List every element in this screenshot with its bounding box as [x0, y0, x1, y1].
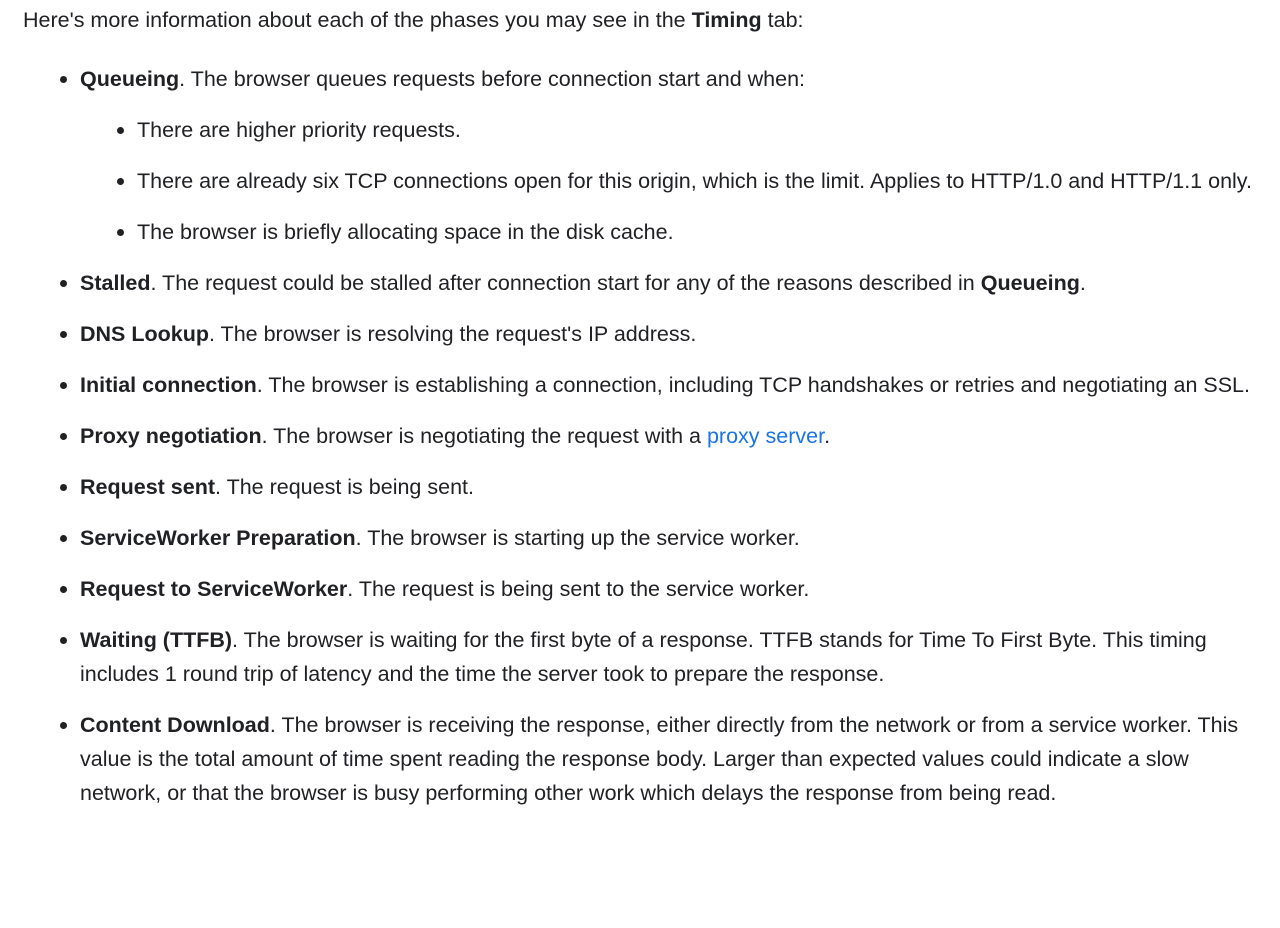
- phase-description: . The browser is establishing a connection, including TCP handshakes or retries and negotiating an SSL.: [256, 373, 1250, 397]
- queueing-reason-item: The browser is briefly allocating space in the disk cache.: [80, 215, 1256, 249]
- phase-term: Queueing: [80, 67, 180, 91]
- phase-term: Waiting (TTFB): [80, 628, 233, 652]
- phase-description: . The request could be stalled after connection start for any of the reasons described in: [150, 271, 981, 295]
- phase-term: Stalled: [80, 271, 151, 295]
- proxy-server-link[interactable]: proxy server: [706, 424, 825, 448]
- phase-description: . The browser is resolving the request's IP address.: [209, 322, 697, 346]
- phase-item-serviceworker-preparation: [23, 521, 1256, 555]
- phase-item-initial-connection: [23, 368, 1256, 402]
- intro-text-end: tab:: [761, 8, 804, 32]
- intro-text: Here's more information about each of the phases you may see in the: [23, 8, 692, 32]
- phase-item-queueing: [23, 62, 1256, 249]
- queueing-reason-item: There are higher priority requests.: [80, 113, 1256, 147]
- phase-item-proxy-negotiation: [23, 419, 1256, 453]
- phase-description: . The browser queues requests before connection start and when:: [179, 67, 806, 91]
- phase-description: . The request is being sent.: [215, 475, 474, 499]
- queueing-reason-item: There are already six TCP connections open for this origin, which is the limit. Applies to HTTP/1.0 and HTTP/1.1 only.: [80, 164, 1256, 198]
- phase-item-waiting-ttfb: [23, 623, 1256, 691]
- phase-term: Initial connection: [80, 373, 257, 397]
- phase-term: Proxy negotiation: [80, 424, 262, 448]
- phase-description: . The browser is starting up the service worker.: [355, 526, 800, 550]
- phase-description: . The browser is waiting for the first byte of a response. TTFB stands for Time To First Byte. This timing includes 1 round trip of latency and the time the server took to prepare the response.: [80, 628, 1207, 686]
- phase-description: . The browser is receiving the response, either directly from the network or from a service worker. This value is the total amount of time spent reading the response body. Larger than expected values could indicate a slow network, or that the browser is busy performing other work which delays the response from being read.: [80, 713, 1239, 805]
- phase-description-tail: .: [1079, 271, 1086, 295]
- phase-term: Request to ServiceWorker: [80, 577, 348, 601]
- queueing-reasons-list: [80, 113, 1256, 249]
- intro-paragraph: [23, 3, 1256, 37]
- phase-list: [23, 62, 1256, 810]
- intro-timing-tab-name: Timing: [691, 8, 762, 32]
- phase-term: DNS Lookup: [80, 322, 209, 346]
- phase-description-tail: .: [824, 424, 831, 448]
- phase-term: Content Download: [80, 713, 270, 737]
- phase-item-dns-lookup: [23, 317, 1256, 351]
- phase-item-request-sent: [23, 470, 1256, 504]
- phase-description: . The request is being sent to the service worker.: [347, 577, 810, 601]
- phase-reference-queueing: Queueing: [980, 271, 1080, 295]
- phase-term: Request sent: [80, 475, 216, 499]
- phase-item-content-download: [23, 708, 1256, 810]
- phase-description: . The browser is negotiating the request with a: [261, 424, 707, 448]
- phase-item-request-to-serviceworker: [23, 572, 1256, 606]
- phase-term: ServiceWorker Preparation: [80, 526, 356, 550]
- phase-item-stalled: [23, 266, 1256, 300]
